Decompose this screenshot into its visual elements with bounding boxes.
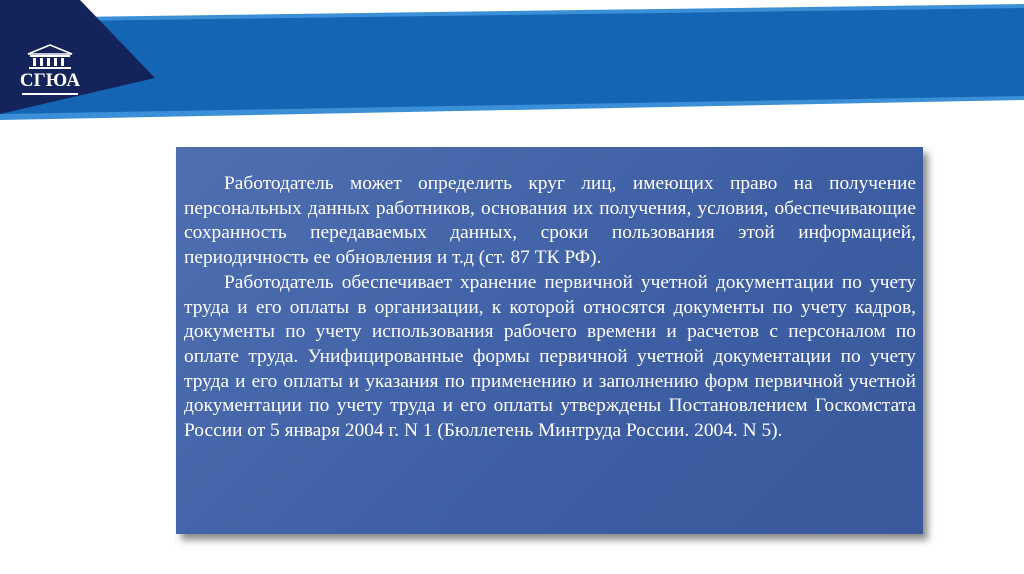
banner-blue-stripe — [0, 8, 1024, 114]
logo-text: СГЮА — [19, 70, 81, 91]
paragraph-2: Работодатель обеспечивает хранение первичной учетной документации по учету труда и его оплаты в организации, к которой относятся документы по учету кадров, документы по учету использования рабочего времени и расчетов с персоналом по оплате труда. Унифицированные формы первичной учетной документации по учету труда и его оплаты и указания по применению и заполнению форм первичной учетной документации по учету труда и его оплаты утверждены Постановлением Госкомстата России от 5 января 2004 г. N 1 (Бюллетень Минтруда России. 2004. N 5). — [184, 271, 916, 442]
header-banner — [0, 0, 1024, 120]
logo-underline — [22, 93, 78, 95]
logo — [14, 44, 86, 100]
building-emblem-icon — [22, 44, 78, 70]
content-box — [176, 147, 923, 534]
paragraph-1: Работодатель может определить круг лиц, имеющих право на получение персональных данных работников, основания их получения, условия, обеспечивающие сохранность передаваемых данных, сроки пользования этой информацией, периодичность ее обновления и т.д (ст. 87 ТК РФ). — [184, 173, 916, 269]
